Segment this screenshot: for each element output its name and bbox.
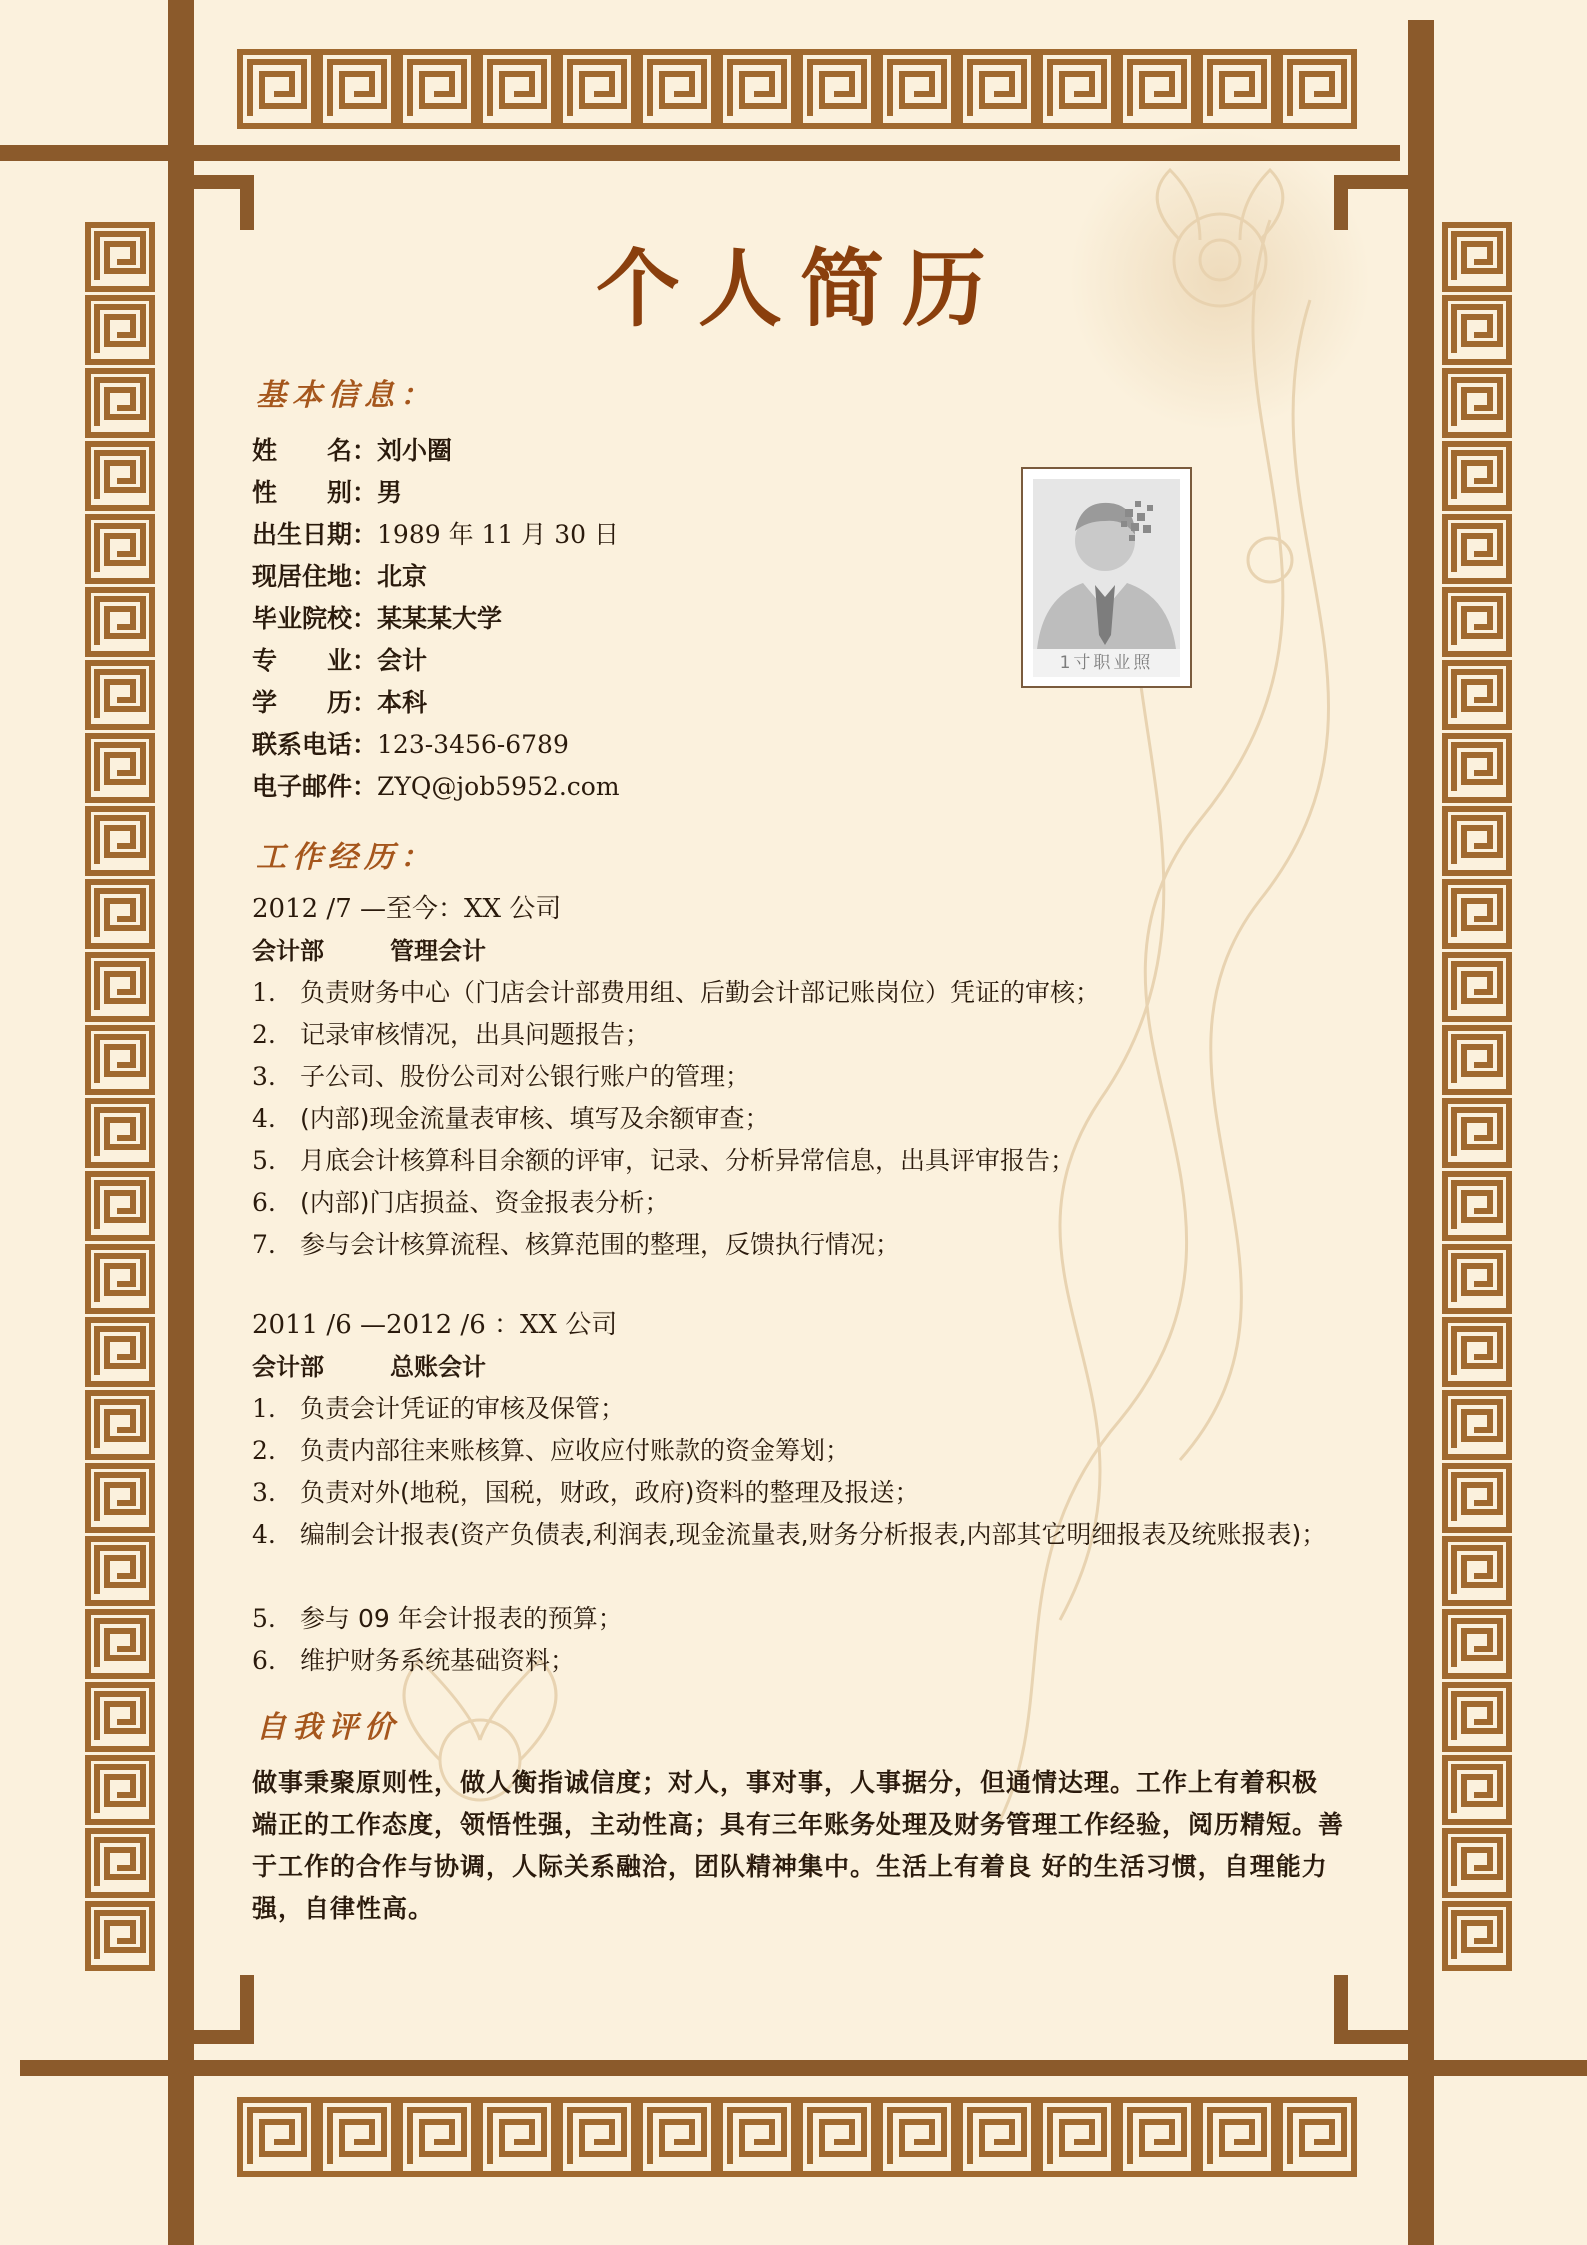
item-text: 负责对外(地税，国税，财政，政府)资料的整理及报送； [300, 1478, 920, 1507]
info-label: 专 业： [252, 646, 378, 675]
info-row-birthdate [252, 514, 619, 556]
role-name: 管理会计 [390, 937, 486, 965]
item-number: 4. [252, 1520, 276, 1549]
list-item [252, 1224, 900, 1266]
item-number: 5. [252, 1604, 276, 1633]
list-item [252, 1014, 650, 1056]
role-name: 总账会计 [390, 1353, 486, 1381]
item-text: 参与 09 年会计报表的预算； [300, 1604, 623, 1633]
info-value: ZYQ@job5952.com [377, 772, 620, 801]
left-key-pattern [88, 225, 152, 1968]
item-number: 3. [252, 1062, 276, 1091]
item-number: 6. [252, 1646, 276, 1675]
info-value: 某某某大学 [377, 604, 503, 633]
page-title: 个人简历 [595, 239, 1004, 338]
info-label: 电子邮件： [252, 772, 378, 801]
item-number: 1. [252, 1394, 276, 1423]
info-row-degree [252, 682, 427, 724]
item-number: 3. [252, 1478, 276, 1507]
info-value: 男 [377, 478, 403, 507]
item-text: (内部)现金流量表审核、填写及余额审查； [300, 1104, 770, 1133]
info-label: 现居住地： [252, 562, 378, 591]
right-key-pattern [1445, 225, 1509, 1968]
item-text: 记录审核情况，出具问题报告； [300, 1020, 651, 1049]
resume-content [250, 0, 1350, 2245]
info-row-major [252, 640, 427, 682]
info-label: 联系电话： [252, 730, 378, 759]
item-number: 6. [252, 1188, 276, 1217]
item-number: 5. [252, 1146, 276, 1175]
item-number: 2. [252, 1436, 276, 1465]
info-value: 刘小圈 [377, 436, 453, 465]
photo-caption: 1寸职业照 [1059, 653, 1154, 673]
self-eval-text: 做事秉聚原则性，做人衡指诚信度；对人，事对事，人事据分，但通情达理。工作上有着积极 端正的工作态度，领悟性强，主动性高；具有三年账务处理及财务管理工作经验，阅历精短。善于工作的合作与协调，人际关系融洽，团队精神集中。生活上有着良 好的生活习惯，自理能力强，自律性高。 [252, 1768, 1345, 1923]
info-value: 本科 [377, 688, 428, 717]
info-row-phone [252, 724, 569, 766]
list-item [252, 1640, 575, 1682]
item-text: 负责财务中心（门店会计部费用组、后勤会计部记账岗位）凭证的审核； [300, 978, 1101, 1007]
work-heading: 工作经历： [256, 840, 436, 875]
photo-placeholder [1021, 467, 1192, 688]
info-label: 毕业院校： [252, 604, 378, 633]
list-item [252, 1472, 920, 1514]
info-label: 出生日期： [252, 520, 378, 549]
basic-info-heading: 基本信息： [256, 378, 436, 413]
list-item [252, 972, 1100, 1014]
item-number: 1. [252, 978, 276, 1007]
item-number: 2. [252, 1020, 276, 1049]
item-text: 月底会计核算科目余额的评审，记录、分析异常信息，出具评审报告； [300, 1146, 1076, 1175]
info-value: 会计 [377, 646, 428, 675]
item-text: 参与会计核算流程、核算范围的整理，反馈执行情况； [300, 1230, 901, 1259]
item-number: 7. [252, 1230, 276, 1259]
list-item [252, 1598, 623, 1640]
item-text: 负责内部往来账核算、应收应付账款的资金筹划； [300, 1436, 851, 1465]
info-value: 1989 年 11 月 30 日 [377, 520, 619, 549]
info-row-name [252, 430, 452, 472]
info-label: 姓 名： [252, 436, 378, 465]
dept-name: 会计部 [252, 937, 324, 965]
item-number: 4. [252, 1104, 276, 1133]
item-text: 维护财务系统基础资料； [300, 1646, 576, 1675]
info-row-residence [252, 556, 427, 598]
list-item [252, 1514, 1352, 1556]
avatar [1033, 479, 1180, 677]
item-text: 子公司、股份公司对公银行账户的管理； [300, 1062, 751, 1091]
info-row-school [252, 598, 502, 640]
self-eval-heading: 自我评价 [256, 1710, 400, 1745]
info-row-email [252, 766, 620, 808]
list-item [252, 1056, 750, 1098]
job-period-text: 2012 /7 —至今：XX 公司 [252, 894, 562, 924]
info-label: 学 历： [252, 688, 378, 717]
list-item [252, 1140, 1075, 1182]
job-period [252, 888, 561, 930]
list-item [252, 1388, 625, 1430]
list-item [252, 1430, 850, 1472]
info-value: 123-3456-6789 [377, 730, 569, 759]
info-row-gender [252, 472, 402, 514]
item-text: 负责会计凭证的审核及保管； [300, 1394, 626, 1423]
info-value: 北京 [377, 562, 428, 591]
item-text: (内部)门店损益、资金报表分析； [300, 1188, 670, 1217]
job-period-text: 2011 /6 —2012 /6 ：XX 公司 [252, 1310, 618, 1340]
list-item [252, 1182, 670, 1224]
info-label: 性 别： [252, 478, 378, 507]
list-item [252, 1098, 770, 1140]
job-department [252, 1346, 486, 1388]
dept-name: 会计部 [252, 1353, 324, 1381]
job-department [252, 930, 486, 972]
job-period [252, 1304, 617, 1346]
item-text: 编制会计报表(资产负债表,利润表,现金流量表,财务分析报表,内部其它明细报表及统账报表)； [300, 1520, 1327, 1549]
